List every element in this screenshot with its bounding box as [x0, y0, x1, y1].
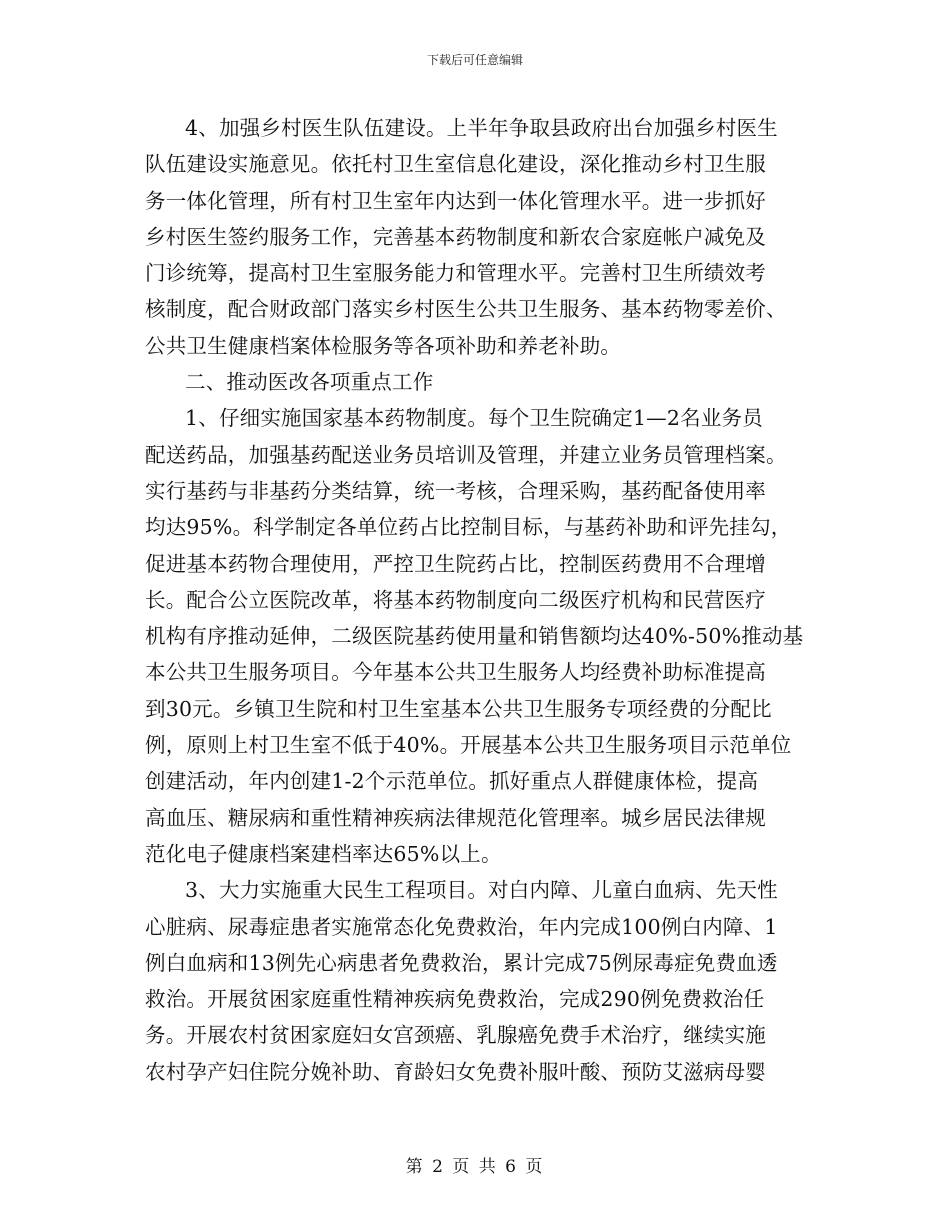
text-line: 例，原则上村卫生室不低于40%。开展基本公共卫生服务项目示范单位	[145, 733, 792, 758]
document-body	[145, 110, 810, 1090]
text-line: 例白血病和13例先心病患者免费救治，累计完成75例尿毒症免费血透	[145, 950, 778, 975]
text-line: 救治。开展贫困家庭重性精神疾病免费救治，完成290例免费救治任	[145, 987, 765, 1012]
text-line: 促进基本药物合理使用，严控卫生院药占比，控制医药费用不合理增	[145, 551, 766, 576]
text-line: 实行基药与非基药分类结算，统一考核，合理采购，基药配备使用率	[145, 478, 766, 503]
text-line: 3、大力实施重大民生工程项目。对白内障、儿童白血病、先天性	[185, 878, 778, 903]
page-header-note: 下载后可任意编辑	[426, 53, 523, 67]
text-line: 4、加强乡村医生队伍建设。上半年争取县政府出台加强乡村医生	[185, 116, 778, 140]
text-line: 均达95%。科学制定各单位药占比控制目标，与基药补助和评先挂勾，	[145, 515, 792, 540]
text-line: 长。配合公立医院改革，将基本药物制度向二级医疗机构和民营医疗	[145, 587, 766, 612]
text-line: 农村孕产妇住院分娩补助、育龄妇女免费补服叶酸、预防艾滋病母婴	[145, 1059, 766, 1084]
section-heading: 二、推动医改各项重点工作	[185, 370, 434, 395]
text-line: 核制度，配合财政部门落实乡村医生公共卫生服务、基本药物零差价、	[145, 297, 787, 322]
text-line: 务。开展农村贫困家庭妇女宫颈癌、乳腺癌免费手术治疗，继续实施	[145, 1023, 766, 1048]
text-line: 1、仔细实施国家基本药物制度。每个卫生院确定1—2名业务员	[185, 406, 763, 431]
text-line: 高血压、糖尿病和重性精神疾病法律规范化管理率。城乡居民法律规	[145, 805, 766, 830]
text-line: 本公共卫生服务项目。今年基本公共卫生服务人均经费补助标准提高	[145, 660, 766, 685]
page-number: 第 2 页 共 6 页	[405, 1157, 545, 1177]
text-line: 机构有序推动延伸，二级医院基药使用量和销售额均达40%-50%推动基	[145, 624, 804, 649]
text-line: 创建活动，年内创建1-2个示范单位。抓好重点人群健康体检，提高	[145, 769, 759, 794]
text-line: 配送药品，加强基药配送业务员培训及管理，并建立业务员管理档案。	[145, 442, 787, 467]
text-line: 心脏病、尿毒症患者实施常态化免费救治，年内完成100例白内障、1	[145, 914, 778, 939]
text-line: 务一体化管理，所有村卫生室年内达到一体化管理水平。进一步抓好	[145, 188, 766, 213]
text-line: 到30元。乡镇卫生院和村卫生室基本公共卫生服务专项经费的分配比	[145, 696, 772, 721]
text-line: 队伍建设实施意见。依托村卫生室信息化建设，深化推动乡村卫生服	[145, 152, 766, 177]
text-line: 门诊统筹，提高村卫生室服务能力和管理水平。完善村卫生所绩效考	[145, 261, 766, 286]
text-line: 公共卫生健康档案体检服务等各项补助和养老补助。	[145, 333, 622, 358]
text-line: 乡村医生签约服务工作，完善基本药物制度和新农合家庭帐户减免及	[145, 224, 766, 249]
text-line: 范化电子健康档案建档率达65%以上。	[145, 841, 502, 866]
